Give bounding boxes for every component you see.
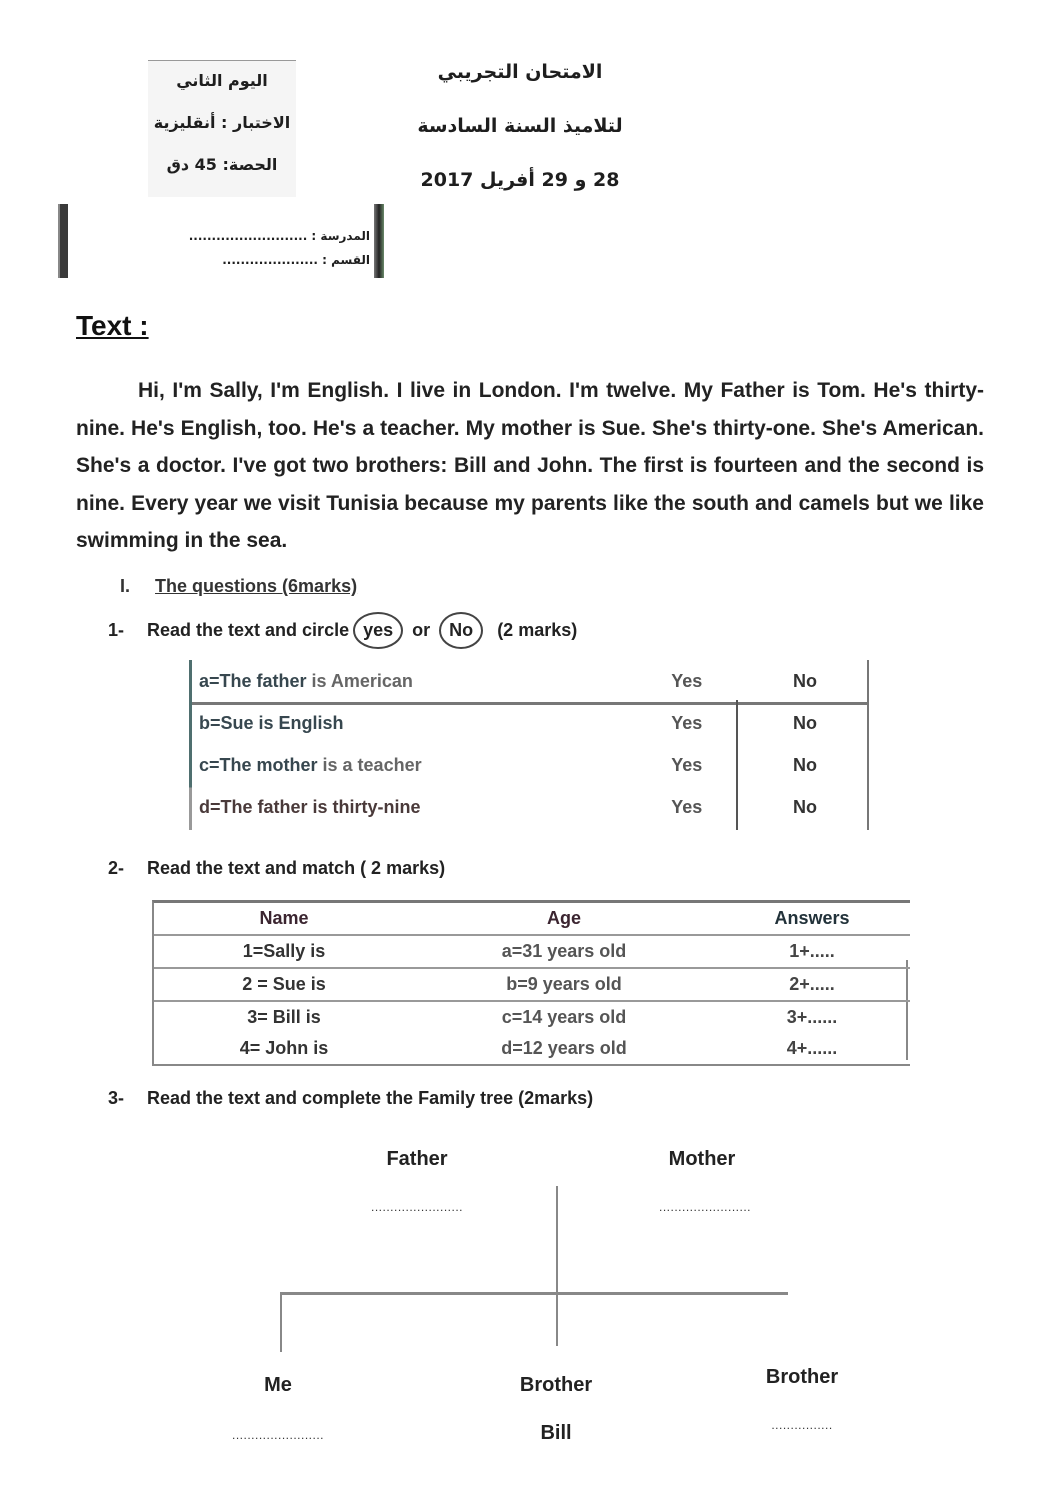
age-cell: b=9 years old [506,974,622,994]
frame-right-border [374,204,384,278]
table-row [189,660,869,702]
question-3-instruction [108,1088,593,1109]
column-header-name: Name [259,908,309,928]
tree-father-label: Father [386,1148,448,1170]
yes-circle-example: yes [353,612,403,649]
yes-option[interactable]: Yes [671,670,703,691]
table-row [154,1002,910,1033]
no-option[interactable]: No [792,754,817,775]
table-row [154,969,910,1002]
tree-mother-field[interactable]: ........................ [658,1200,751,1214]
tree-father-field[interactable]: ........................ [370,1200,463,1214]
name-cell: 3= Bill is [247,1007,321,1027]
text-title: Text : [76,310,149,341]
no-circle-example: No [439,612,483,649]
class-field[interactable]: القسم : ..................... [222,253,370,267]
yes-option[interactable]: Yes [671,796,703,817]
question-3-text: Read the text and complete the Family tree (2marks) [147,1088,594,1108]
tree-brother2-label: Brother [765,1366,839,1388]
answer-cell[interactable]: 4+...... [786,1038,838,1058]
tree-me-field[interactable]: ........................ [231,1428,324,1442]
tree-brother1-value: Bill [540,1422,572,1444]
yes-option[interactable]: Yes [671,754,703,775]
match-table [152,900,910,1066]
exam-title: الامتحان التجريبي [437,61,603,83]
statement: c=The mother is a teacher [199,754,422,775]
tree-me-branch [280,1292,282,1352]
table-row [189,702,869,744]
yes-option[interactable]: Yes [671,712,703,733]
table-row [154,936,910,969]
exam-duration: الحصة: 45 دق [166,155,278,174]
age-cell: d=12 years old [501,1038,627,1058]
exam-day: اليوم الثاني [176,71,268,90]
statement: d=The father is thirty-nine [199,796,421,817]
table-header-row [154,903,910,936]
no-option[interactable]: No [792,670,817,691]
tree-brother2-field[interactable]: ................ [771,1418,833,1432]
question-1-marks: (2 marks) [497,620,578,640]
question-number: 3- [108,1088,125,1108]
school-class-fields [140,224,370,272]
statement: a=The father is American [199,670,413,691]
question-number: 2- [108,858,125,878]
question-2-text: Read the text and match ( 2 marks) [147,858,446,878]
column-header-age: Age [546,908,581,928]
exam-info-box [148,60,296,197]
section-number: I. [120,576,131,596]
tree-me-label: Me [264,1374,292,1396]
reading-passage: Hi, I'm Sally, I'm English. I live in London. I'm twelve. My Father is Tom. He's thirty-nine. He's English, too. He's a teacher. My mother is Sue. She's thirty-one. She's American. She's a doctor. I've got two brothers: Bill and John. The first is fourteen and the second is nine. Every year we visit Tunisia because my parents like the south and camels but we like swimming in the sea. [76,379,984,552]
question-number: 1- [108,620,125,640]
exam-subject: الاختبار : أنقليزية [153,113,291,132]
no-option[interactable]: No [792,796,817,817]
question-1-instruction [108,612,577,649]
yes-no-table [189,660,869,828]
table-row [154,1033,910,1064]
table-row [189,744,869,786]
question-2-instruction [108,858,445,879]
statement: b=Sue is English [199,712,344,733]
tree-horizontal-line [280,1292,788,1295]
name-cell: 4= John is [239,1038,329,1058]
answer-cell[interactable]: 1+..... [789,941,835,961]
column-header-answers: Answers [774,908,850,928]
questions-heading [120,576,357,597]
school-field[interactable]: المدرسة : .......................... [188,229,370,243]
no-option[interactable]: No [792,712,817,733]
exam-header [400,62,640,224]
tree-mother-label: Mother [668,1148,736,1170]
name-cell: 2 = Sue is [242,974,326,994]
answer-cell[interactable]: 2+..... [789,974,835,994]
exam-date: 28 و 29 أفريل 2017 [420,169,620,191]
question-1-text: Read the text and circle [147,620,350,640]
age-cell: c=14 years old [501,1007,627,1027]
name-cell: 1=Sally is [242,941,326,961]
section-title: The questions (6marks) [155,576,358,596]
answer-cell[interactable]: 3+...... [786,1007,838,1027]
tree-trunk-line [556,1186,558,1346]
or-word: or [412,620,431,640]
frame-left-border [58,204,68,278]
table-row [189,786,869,828]
tree-brother1-label: Brother [519,1374,593,1396]
age-cell: a=31 years old [501,941,627,961]
exam-audience: لتلاميذ السنة السادسة [417,115,623,137]
